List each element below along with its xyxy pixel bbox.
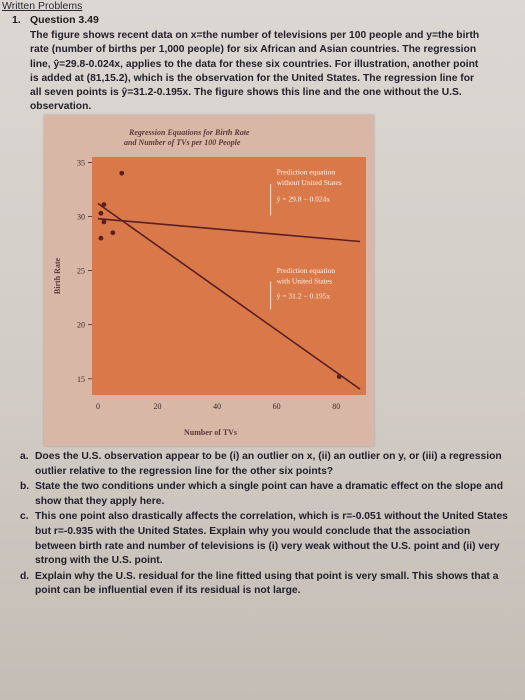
sub-question-letter: d.	[20, 570, 30, 582]
y-axis-label: Birth Rate	[53, 257, 62, 295]
x-tick-label: 0	[95, 402, 100, 411]
x-tick-label: 80	[332, 402, 341, 411]
regression-chart	[44, 115, 374, 446]
sub-question-b	[8, 480, 508, 509]
sub-question-text: This one point also drastically affects the correlation, which is r=-0.051 without the United States but r=-0.935 with the United States. Explain why you would conclude that the association between birth rate and number of televisions is (i) very weak without the U.S. point and (ii) very strong with the U.S. point.	[35, 511, 508, 567]
sub-question-text: Does the U.S. observation appear to be (i) an outlier on x, (ii) an outlier on y, or (iii) a regression outlier relative to the regression line for the other six points?	[35, 451, 502, 477]
data-point	[99, 211, 104, 216]
sub-questions	[8, 450, 508, 600]
data-point	[99, 236, 104, 241]
sub-question-letter: c.	[20, 511, 29, 523]
y-tick-label: 20	[77, 320, 85, 330]
regression-figure	[44, 115, 374, 446]
sub-question-letter: b.	[20, 481, 30, 493]
sub-question-a	[8, 450, 508, 479]
y-tick-label: 30	[77, 212, 85, 222]
x-tick-label: 20	[153, 402, 162, 411]
chart-annotation: ŷ = 31.2 − 0.195x	[276, 291, 331, 301]
chart-annotation: Prediction equation	[276, 167, 336, 177]
sub-question-d	[8, 570, 508, 599]
x-tick-label: 40	[213, 402, 222, 411]
y-tick-label: 25	[77, 266, 85, 276]
chart-annotation: Prediction equation	[276, 265, 336, 275]
sub-question-c	[8, 510, 508, 568]
data-point	[119, 171, 124, 176]
chart-annotation: without United States	[276, 178, 342, 188]
y-tick-label: 15	[77, 374, 85, 384]
chart-title-line-2: and Number of TVs per 100 People	[124, 138, 241, 147]
data-point	[102, 202, 107, 207]
sub-question-letter: a.	[20, 451, 29, 462]
section-header: Written Problems	[2, 0, 83, 12]
y-tick-label: 35	[77, 158, 85, 168]
data-point	[337, 374, 342, 379]
sub-question-text: Explain why the U.S. residual for the line fitted using that point is very small. This shows that a point can be influential even if its residual is not large.	[35, 570, 499, 597]
data-point	[110, 230, 115, 235]
chart-annotation: ŷ = 29.8 − 0.024x	[276, 194, 331, 204]
question-number: 1.	[12, 14, 21, 26]
x-axis-label: Number of TVs	[184, 428, 238, 437]
data-point	[102, 220, 107, 225]
question-title: Question 3.49	[30, 14, 99, 26]
question-intro: The figure shows recent data on x=the number of televisions per 100 people and y=the birth rate (number of births per 1,000 people) for six African and Asian countries. The regression line, ŷ=29.8-0.024x, applies to the data for these six countries. For illustration, another point is added at (81,15.2), which is the observation for the United States. The regression line for all seven points is ŷ=31.2-0.195x. The figure shows this line and the one without the U.S. observation.	[30, 30, 480, 113]
chart-title-line-1: Regression Equations for Birth Rate	[129, 128, 250, 137]
sub-question-text: State the two conditions under which a single point can have a dramatic effect on the slope and show that they apply here.	[35, 481, 504, 507]
x-tick-label: 60	[272, 402, 281, 411]
chart-annotation: with United States	[276, 276, 333, 286]
